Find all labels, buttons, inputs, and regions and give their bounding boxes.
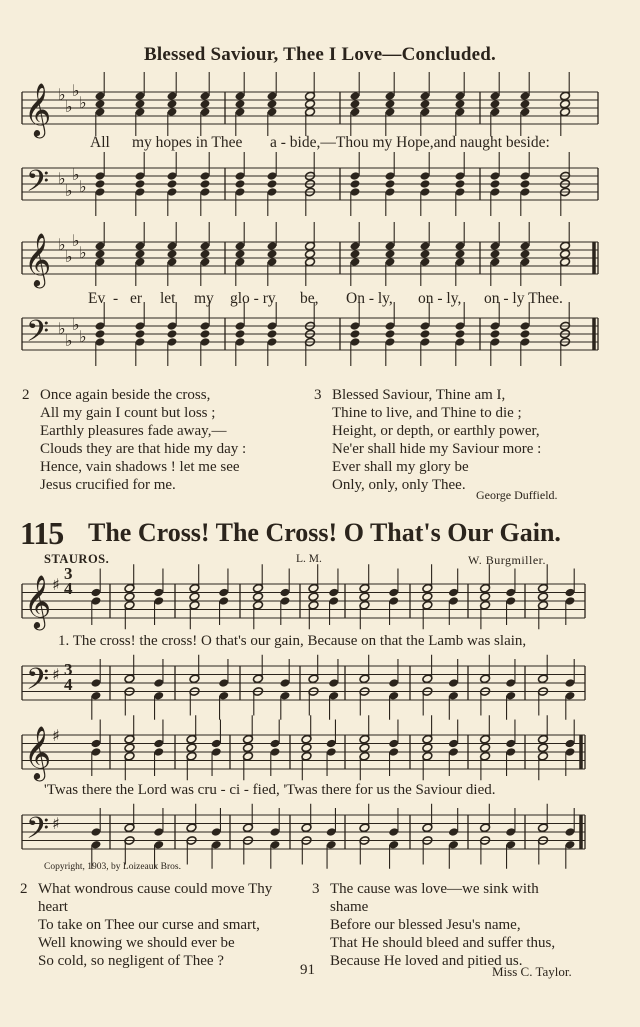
flat-icon: ♭	[72, 231, 80, 250]
verse-line: Hence, vain shadows ! let me see	[40, 459, 240, 475]
flat-icon: ♭	[65, 331, 73, 350]
lyric-syllable: on - ly,	[418, 290, 462, 307]
verse-line: Thine to live, and Thine to die ;	[332, 405, 522, 421]
verse-line: Ever shall my glory be	[332, 459, 469, 475]
hymn-verse-2	[20, 880, 272, 970]
flat-icon: ♭	[58, 85, 66, 104]
flat-icon: ♭	[79, 93, 87, 112]
sharp-icon: ♯	[52, 575, 60, 594]
lyric-syllable: my	[194, 290, 214, 307]
flat-icon: ♭	[65, 247, 73, 266]
flat-icon: ♭	[72, 81, 80, 100]
bass-clef-icon: 𝄢	[26, 165, 50, 206]
half-note	[422, 592, 433, 602]
half-note	[538, 743, 549, 753]
half-note	[308, 592, 319, 602]
half-note	[243, 743, 254, 753]
lyric-syllable: a - bide,—Thou my Hope,and naught beside:	[270, 134, 550, 151]
verse-line: Clouds they are that hide my day :	[40, 441, 247, 457]
lyric-syllable: On - ly,	[346, 290, 393, 307]
half-note	[189, 592, 200, 602]
flat-icon: ♭	[79, 327, 87, 346]
verse-line: Blessed Saviour, Thine am I,	[332, 387, 506, 403]
lyric-syllable: on - ly Thee.	[484, 290, 563, 307]
half-note	[538, 592, 549, 602]
bass-clef-icon: 𝄢	[26, 812, 50, 853]
lyric-syllable: glo - ry	[230, 290, 276, 307]
hymn-lyric-line-1: 1. The cross! the cross! O that's our gain, Because on that the Lamb was slain,	[58, 633, 527, 649]
sharp-icon: ♯	[52, 814, 60, 833]
verse-number: 3	[314, 387, 322, 403]
hymn-title: The Cross! The Cross! O That's Our Gain.	[88, 518, 561, 547]
verse-line: Well knowing we should ever be	[38, 935, 235, 951]
treble-clef-icon: 𝄞	[24, 232, 52, 286]
verse-line: Before our blessed Jesu's name,	[330, 917, 521, 933]
lyric-syllable: Ev	[88, 290, 106, 307]
copyright-notice: Copyright, 1903, by Loizeaux Bros.	[44, 862, 181, 872]
half-note	[359, 743, 370, 753]
verse-line: The cause was love—we sink with	[330, 881, 539, 897]
treble-clef-icon: 𝄞	[24, 82, 52, 136]
time-signature-bass	[64, 662, 73, 692]
flat-icon: ♭	[58, 169, 66, 188]
verse-line: So cold, so negligent of Thee ?	[38, 953, 224, 969]
page-heading: Blessed Saviour, Thee I Love—Concluded.	[144, 44, 496, 65]
hymn-number: 115	[20, 515, 64, 551]
flat-icon: ♭	[65, 97, 73, 116]
lyric-syllable: All	[90, 134, 110, 151]
flat-icon: ♭	[58, 319, 66, 338]
treble-clef-icon: 𝄞	[24, 725, 52, 779]
verse-line: What wondrous cause could move Thy	[38, 881, 273, 897]
tune-name: STAUROS.	[44, 552, 110, 566]
half-note	[253, 592, 264, 602]
author-credit-prev: George Duffield.	[476, 488, 558, 502]
meter: L. M.	[296, 553, 322, 565]
hymn-verse-3	[312, 880, 555, 970]
verse-line: Jesus crucified for me.	[40, 477, 176, 493]
sharp-icon: ♯	[52, 665, 60, 684]
lyric-syllable: er	[130, 290, 143, 307]
flat-icon: ♭	[79, 177, 87, 196]
verse-line: shame	[330, 899, 369, 915]
bass-clef-icon: 𝄢	[26, 315, 50, 356]
verse-line: Only, only, only Thee.	[332, 477, 466, 493]
verse-number: 3	[312, 881, 320, 897]
verse-line: Because He loved and pitied us.	[330, 953, 523, 969]
time-sig-bottom: 4	[64, 675, 73, 694]
flat-icon: ♭	[72, 315, 80, 334]
time-sig-bottom: 4	[64, 579, 73, 598]
half-note	[186, 743, 197, 753]
sharp-icon: ♯	[52, 726, 60, 745]
half-note	[422, 743, 433, 753]
half-note	[124, 592, 135, 602]
flat-icon: ♭	[58, 235, 66, 254]
verse-line: Once again beside the cross,	[40, 387, 211, 403]
half-note	[301, 743, 312, 753]
flat-icon: ♭	[65, 181, 73, 200]
half-note	[480, 743, 491, 753]
half-note	[124, 743, 135, 753]
lyric-syllable: let	[160, 290, 176, 307]
time-sig-top: 3	[64, 564, 73, 583]
hymn-lyric-line-2: 'Twas there the Lord was cru - ci - fied, 'Twas there for us the Saviour died.	[44, 782, 496, 798]
bass-clef-icon: 𝄢	[26, 663, 50, 704]
author-credit: Miss C. Taylor.	[492, 964, 572, 979]
lyric-syllable: my hopes in Thee	[132, 134, 243, 151]
time-signature-treble	[64, 566, 73, 596]
flat-icon: ♭	[79, 243, 87, 262]
verse-number: 2	[20, 881, 28, 897]
verse-line: All my gain I count but loss ;	[40, 405, 216, 421]
half-note	[359, 592, 370, 602]
flat-icon: ♭	[72, 165, 80, 184]
half-note	[480, 592, 491, 602]
lyric-syllable: be,	[300, 290, 319, 307]
verse-line: To take on Thee our curse and smart,	[38, 917, 260, 933]
verse-line: Earthly pleasures fade away,—	[40, 423, 227, 439]
verse-line: Ne'er shall hide my Saviour more :	[332, 441, 542, 457]
composer: W. Burgmiller.	[468, 553, 547, 567]
verse-line: heart	[38, 899, 68, 915]
page-number: 91	[300, 962, 315, 978]
verse-line: That He should bleed and suffer thus,	[330, 935, 556, 951]
time-sig-top: 3	[64, 660, 73, 679]
verse-number: 2	[22, 387, 30, 403]
treble-clef-icon: 𝄞	[24, 574, 52, 628]
lyric-syllable: -	[113, 290, 119, 307]
verse-line: Height, or depth, or earthly power,	[332, 423, 540, 439]
